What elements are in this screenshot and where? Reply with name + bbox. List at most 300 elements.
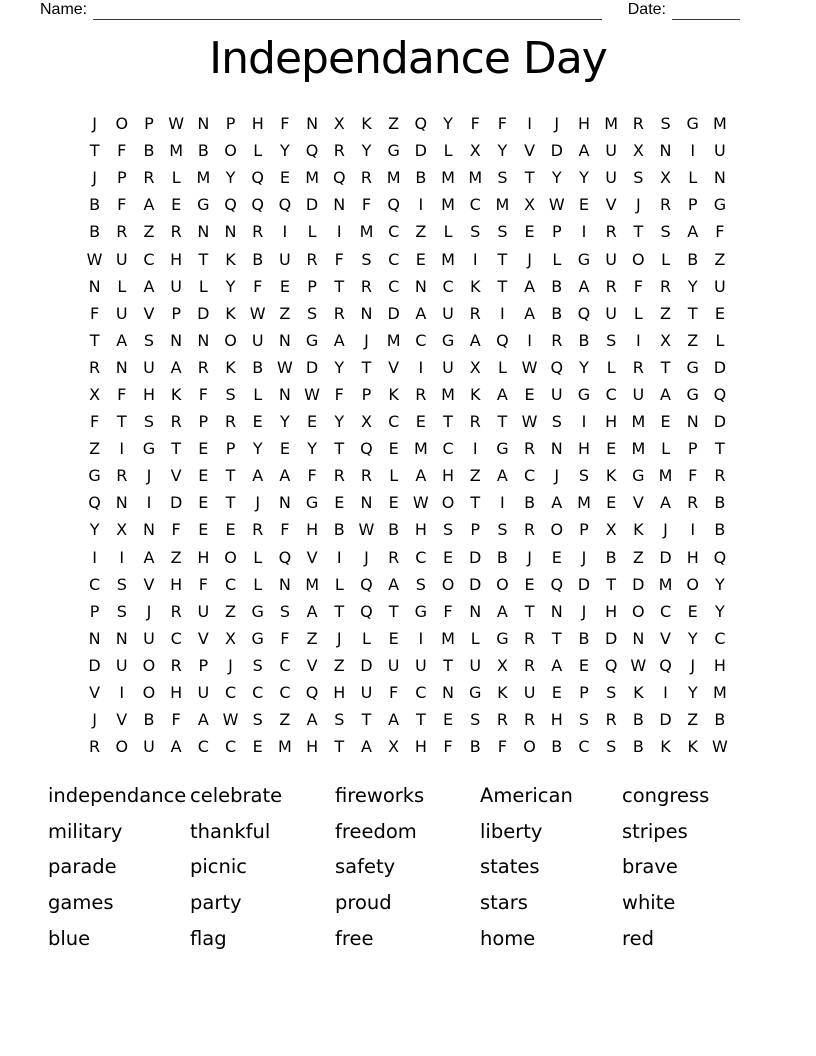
grid-letter: J — [146, 466, 152, 486]
grid-letter: Y — [334, 412, 345, 432]
grid-letter: G — [577, 249, 591, 269]
grid-letter: G — [387, 141, 400, 161]
grid-letter: K — [605, 466, 617, 486]
grid-letter: Z — [415, 222, 427, 242]
grid-letter: K — [361, 114, 372, 134]
grid-letter: J — [635, 195, 641, 215]
grid-letter: B — [687, 249, 699, 269]
word-list-item: picnic — [190, 855, 248, 879]
grid-letter: H — [605, 412, 618, 432]
grid-letter: S — [334, 710, 345, 730]
grid-letter: R — [333, 141, 345, 161]
grid-letter: A — [360, 737, 372, 757]
grid-letter: A — [388, 710, 400, 730]
grid-letter: W — [630, 655, 647, 675]
grid-letter: A — [170, 737, 182, 757]
grid-letter: T — [388, 601, 399, 621]
grid-letter: V — [306, 655, 318, 675]
grid-letter: V — [660, 628, 671, 648]
grid-letter: M — [413, 439, 428, 459]
grid-letter: S — [225, 384, 236, 404]
grid-letter: L — [307, 222, 317, 242]
grid-letter: I — [418, 628, 424, 648]
grid-letter: A — [306, 601, 318, 621]
grid-letter: A — [496, 384, 508, 404]
grid-letter: M — [713, 114, 727, 134]
grid-letter: F — [117, 384, 127, 404]
date-label: Date: — [627, 1, 666, 18]
word-list-item: celebrate — [190, 784, 283, 807]
grid-letter: L — [552, 249, 562, 269]
grid-letter: D — [659, 710, 672, 730]
grid-letter: N — [278, 574, 291, 594]
grid-letter: H — [142, 384, 155, 404]
grid-letter: U — [605, 168, 618, 188]
grid-letter: C — [388, 276, 400, 296]
grid-letter: Y — [225, 276, 236, 296]
grid-letter: U — [469, 655, 482, 675]
grid-letter: T — [89, 141, 100, 161]
grid-letter: Q — [224, 195, 237, 215]
grid-letter: U — [115, 303, 128, 323]
grid-letter: I — [119, 439, 125, 459]
grid-letter: Y — [252, 439, 263, 459]
grid-letter: U — [115, 249, 128, 269]
grid-letter: B — [89, 222, 101, 242]
grid-letter: Q — [251, 168, 265, 188]
grid-letter: R — [524, 628, 536, 648]
grid-letter: N — [414, 276, 427, 296]
grid-letter: T — [171, 439, 182, 459]
grid-letter: H — [577, 114, 590, 134]
puzzle-title: Independance Day — [209, 33, 607, 84]
grid-letter: K — [388, 384, 399, 404]
grid-letter: A — [469, 330, 481, 350]
grid-letter: T — [415, 710, 426, 730]
word-list-item: independance — [48, 784, 187, 807]
grid-letter: N — [115, 493, 128, 513]
grid-letter: X — [469, 141, 481, 161]
grid-letter: P — [144, 114, 154, 134]
grid-letter: Z — [170, 547, 182, 567]
grid-letter: L — [606, 357, 616, 377]
grid-letter: X — [333, 114, 345, 134]
grid-letter: N — [197, 330, 210, 350]
grid-letter: R — [388, 547, 400, 567]
grid-letter: E — [279, 439, 290, 459]
grid-letter: F — [334, 249, 344, 269]
grid-letter: R — [415, 384, 427, 404]
grid-letter: B — [551, 737, 563, 757]
grid-letter: A — [496, 601, 508, 621]
grid-letter: M — [658, 574, 673, 594]
grid-letter: Q — [360, 601, 373, 621]
grid-letter: M — [468, 168, 483, 188]
grid-letter: I — [92, 547, 97, 567]
grid-letter: V — [143, 303, 155, 323]
grid-letter: T — [225, 466, 236, 486]
grid-letter: A — [578, 276, 590, 296]
grid-letter: A — [306, 710, 318, 730]
word-list-item: flag — [190, 926, 227, 950]
grid-letter: B — [143, 710, 155, 730]
grid-letter: R — [197, 357, 209, 377]
grid-letter: C — [415, 683, 427, 703]
grid-letter: H — [414, 520, 427, 540]
grid-letter: R — [632, 114, 644, 134]
grid-letter: B — [89, 195, 101, 215]
grid-letter: A — [578, 141, 590, 161]
grid-letter: Q — [88, 493, 101, 513]
grid-letter: T — [198, 249, 209, 269]
grid-letter: R — [659, 195, 672, 215]
grid-letter: F — [715, 222, 725, 242]
grid-letter: M — [441, 195, 455, 215]
grid-letter: X — [89, 384, 101, 404]
grid-letter: U — [605, 249, 618, 269]
grid-letter: Y — [715, 601, 725, 621]
grid-letter: Z — [143, 222, 155, 242]
grid-letter: U — [115, 655, 128, 675]
grid-letter: T — [524, 601, 535, 621]
grid-letter: G — [469, 683, 482, 703]
grid-letter: N — [360, 493, 373, 513]
grid-letter: M — [196, 168, 211, 188]
grid-letter: H — [251, 114, 264, 134]
grid-letter: R — [524, 520, 536, 540]
grid-letter: O — [224, 330, 237, 350]
grid-letter: U — [251, 330, 264, 350]
grid-letter: C — [224, 574, 237, 594]
grid-letter: W — [86, 249, 103, 269]
grid-letter: B — [333, 520, 345, 540]
grid-letter: L — [171, 168, 181, 188]
grid-letter: E — [578, 655, 590, 675]
grid-letter: G — [441, 330, 455, 350]
grid-letter: L — [443, 222, 453, 242]
grid-letter: E — [198, 520, 209, 540]
grid-letter: G — [686, 114, 699, 134]
grid-letter: F — [198, 384, 208, 404]
grid-letter: C — [442, 439, 454, 459]
grid-letter: N — [686, 412, 699, 432]
grid-letter: I — [581, 222, 587, 242]
grid-letter: V — [89, 683, 101, 703]
grid-letter: P — [225, 114, 236, 134]
word-list-column — [335, 778, 480, 957]
grid-letter: S — [497, 168, 508, 188]
grid-letter: A — [143, 547, 155, 567]
grid-letter: D — [713, 412, 727, 432]
grid-letter: P — [579, 520, 589, 540]
grid-letter: L — [633, 303, 643, 323]
word-list-item: fireworks — [335, 784, 425, 807]
grid-letter: G — [632, 466, 645, 486]
grid-letter: C — [197, 737, 209, 757]
grid-letter: R — [143, 168, 155, 188]
grid-letter: E — [442, 710, 454, 730]
grid-letter: R — [170, 222, 182, 242]
grid-letter: H — [414, 737, 427, 757]
grid-letter: N — [550, 439, 563, 459]
grid-letter: A — [197, 710, 209, 730]
grid-letter: O — [550, 520, 564, 540]
grid-letter: R — [116, 222, 128, 242]
grid-letter: G — [142, 439, 156, 459]
grid-letter: L — [470, 628, 480, 648]
grid-letter: Z — [225, 601, 237, 621]
grid-letter: Z — [89, 439, 101, 459]
grid-letter: R — [687, 493, 699, 513]
grid-letter: M — [386, 168, 401, 188]
grid-letter: D — [604, 628, 618, 648]
grid-letter: T — [225, 493, 236, 513]
grid-letter: P — [361, 384, 372, 404]
grid-letter: M — [441, 249, 455, 269]
word-list-item: congress — [622, 784, 710, 807]
grid-letter: G — [197, 195, 210, 215]
grid-letter: C — [388, 412, 400, 432]
grid-letter: E — [415, 412, 426, 432]
grid-letter: A — [279, 466, 291, 486]
grid-letter: R — [333, 303, 345, 323]
grid-letter: F — [470, 114, 480, 134]
grid-letter: O — [224, 141, 237, 161]
grid-letter: E — [606, 493, 617, 513]
grid-letter: A — [333, 330, 345, 350]
grid-letter: E — [252, 737, 263, 757]
grid-letter: S — [143, 330, 155, 350]
grid-letter: Y — [715, 574, 725, 594]
grid-letter: F — [497, 114, 507, 134]
grid-letter: J — [527, 249, 532, 269]
grid-letter: M — [386, 330, 401, 350]
grid-letter: E — [388, 439, 399, 459]
grid-letter: L — [715, 330, 725, 350]
grid-letter: C — [659, 601, 672, 621]
grid-letter: Q — [387, 195, 400, 215]
grid-letter: T — [89, 330, 100, 350]
grid-letter: R — [632, 357, 644, 377]
grid-letter: I — [282, 222, 288, 242]
grid-letter: T — [334, 601, 345, 621]
grid-letter: T — [715, 439, 725, 459]
grid-letter: I — [119, 683, 125, 703]
grid-letter: C — [415, 330, 427, 350]
grid-letter: O — [523, 737, 536, 757]
grid-letter: J — [92, 168, 97, 188]
word-list-item: stripes — [622, 819, 688, 843]
grid-letter: L — [497, 357, 507, 377]
grid-letter: W — [412, 493, 429, 513]
grid-letter: J — [92, 710, 97, 730]
grid-letter: D — [469, 547, 482, 567]
grid-letter: S — [116, 574, 127, 594]
grid-letter: R — [89, 737, 101, 757]
grid-letter: F — [198, 574, 208, 594]
grid-letter: I — [336, 547, 342, 567]
grid-letter: G — [713, 195, 727, 215]
grid-letter: N — [197, 114, 210, 134]
grid-letter: K — [497, 683, 508, 703]
grid-letter: W — [249, 303, 266, 323]
grid-letter: N — [88, 628, 101, 648]
grid-letter: Y — [687, 683, 698, 703]
grid-letter: M — [305, 168, 319, 188]
grid-letter: H — [713, 655, 726, 675]
grid-letter: H — [605, 601, 618, 621]
grid-letter: K — [633, 683, 644, 703]
word-list-item: proud — [335, 891, 392, 915]
grid-letter: P — [89, 601, 100, 621]
grid-letter: L — [253, 574, 263, 594]
grid-letter: M — [577, 493, 591, 513]
grid-letter: U — [197, 601, 210, 621]
grid-letter: O — [441, 493, 455, 513]
grid-letter: M — [359, 222, 374, 242]
grid-letter: W — [358, 520, 375, 540]
grid-letter: N — [306, 114, 319, 134]
grid-letter: K — [687, 737, 698, 757]
grid-letter: U — [442, 303, 454, 323]
grid-letter: C — [524, 466, 536, 486]
grid-letter: S — [660, 114, 671, 134]
grid-letter: A — [143, 195, 155, 215]
grid-letter: M — [713, 683, 727, 703]
grid-letter: Q — [251, 195, 265, 215]
grid-letter: P — [198, 655, 209, 675]
grid-letter: S — [470, 222, 481, 242]
grid-letter: A — [660, 384, 671, 404]
grid-letter: E — [225, 520, 236, 540]
grid-letter: S — [252, 655, 263, 675]
grid-letter: E — [714, 303, 725, 323]
grid-letter: F — [443, 737, 453, 757]
grid-letter: Y — [687, 628, 698, 648]
grid-letter: N — [115, 628, 128, 648]
grid-letter: U — [523, 683, 536, 703]
grid-letter: G — [88, 466, 101, 486]
grid-letter: A — [388, 574, 400, 594]
grid-letter: L — [198, 276, 208, 296]
grid-letter: R — [360, 168, 373, 188]
grid-letter: Q — [305, 683, 319, 703]
grid-letter: C — [605, 384, 617, 404]
grid-letter: M — [441, 168, 455, 188]
grid-letter: F — [361, 195, 372, 215]
grid-letter: O — [115, 737, 129, 757]
grid-letter: R — [659, 276, 672, 296]
grid-letter: P — [470, 520, 481, 540]
grid-letter: B — [252, 249, 264, 269]
grid-letter: Y — [579, 168, 589, 188]
grid-letter: E — [524, 222, 535, 242]
grid-letter: M — [604, 114, 619, 134]
grid-letter: G — [305, 330, 319, 350]
grid-letter: X — [225, 628, 237, 648]
grid-letter: X — [605, 520, 617, 540]
grid-letter: R — [170, 655, 182, 675]
grid-letter: L — [661, 249, 670, 269]
grid-letter: Y — [579, 357, 589, 377]
grid-letter: P — [198, 412, 209, 432]
grid-letter: F — [280, 520, 290, 540]
grid-letter: P — [551, 222, 562, 242]
grid-letter: L — [661, 439, 670, 459]
grid-letter: V — [143, 574, 155, 594]
grid-letter: S — [660, 222, 671, 242]
grid-letter: F — [117, 195, 127, 215]
grid-letter: S — [415, 574, 426, 594]
grid-letter: R — [333, 466, 345, 486]
grid-letter: M — [495, 195, 510, 215]
grid-letter: N — [278, 384, 291, 404]
grid-letter: N — [469, 601, 482, 621]
grid-letter: U — [632, 384, 645, 404]
grid-letter: X — [360, 412, 372, 432]
grid-letter: I — [690, 141, 696, 161]
grid-letter: J — [92, 114, 97, 134]
grid-letter: I — [500, 493, 505, 513]
grid-letter: W — [222, 710, 239, 730]
grid-letter: B — [578, 330, 590, 350]
grid-letter: U — [170, 276, 183, 296]
grid-letter: J — [690, 655, 696, 675]
word-list-item: American — [480, 784, 573, 807]
grid-letter: B — [632, 737, 644, 757]
grid-letter: H — [170, 683, 183, 703]
grid-letter: C — [415, 547, 427, 567]
grid-letter: K — [225, 249, 236, 269]
grid-letter: F — [497, 737, 507, 757]
grid-letter: R — [252, 520, 264, 540]
grid-letter: A — [660, 493, 671, 513]
grid-letter: B — [415, 168, 427, 188]
grid-letter: I — [527, 114, 532, 134]
grid-letter: T — [497, 249, 508, 269]
grid-letter: G — [305, 493, 319, 513]
grid-letter: E — [551, 683, 562, 703]
grid-letter: E — [415, 249, 426, 269]
grid-letter: Z — [714, 249, 726, 269]
word-list-item: games — [48, 891, 114, 915]
grid-letter: A — [524, 303, 536, 323]
grid-letter: U — [550, 384, 563, 404]
grid-letter: S — [307, 303, 318, 323]
grid-letter: F — [633, 276, 643, 296]
grid-letter: M — [278, 737, 292, 757]
grid-letter: Y — [361, 141, 372, 161]
grid-letter: U — [143, 628, 155, 648]
grid-letter: T — [116, 412, 127, 432]
grid-letter: J — [663, 520, 668, 540]
grid-letter: H — [442, 466, 455, 486]
grid-letter: G — [496, 439, 509, 459]
word-list-item: liberty — [480, 819, 543, 843]
grid-letter: K — [633, 520, 644, 540]
grid-letter: I — [418, 195, 424, 215]
grid-letter: J — [364, 330, 369, 350]
grid-letter: J — [146, 601, 152, 621]
grid-letter: E — [171, 195, 182, 215]
grid-letter: D — [659, 547, 672, 567]
grid-letter: Y — [225, 168, 236, 188]
grid-letter: C — [224, 737, 237, 757]
grid-letter: F — [89, 303, 100, 323]
grid-letter: E — [687, 601, 698, 621]
word-list-column — [48, 778, 190, 957]
grid-letter: N — [88, 276, 101, 296]
